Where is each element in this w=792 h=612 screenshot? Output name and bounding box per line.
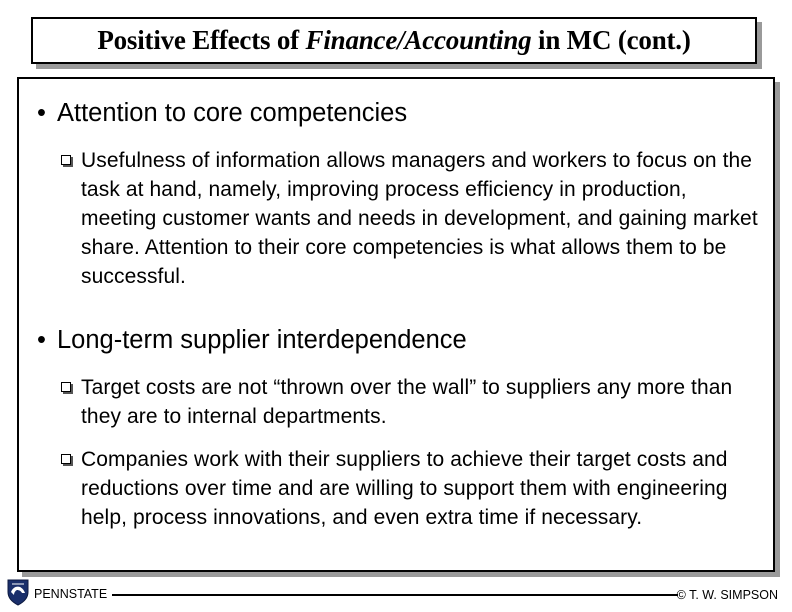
bullet-dot: • (37, 326, 46, 354)
bullet-1-label: Attention to core competencies (57, 99, 408, 127)
sub-bullet-1-1 (81, 146, 761, 291)
pennstate-wordmark: PENNSTATE (34, 587, 108, 601)
footer-divider (112, 594, 678, 596)
sub-bullet-2-1 (81, 373, 761, 431)
title-box (31, 17, 757, 64)
penn-state-shield-icon (6, 578, 30, 606)
title-italic: Finance/Accounting (305, 25, 532, 55)
sub-bullet-2-2 (81, 445, 761, 532)
slide-title (97, 25, 690, 56)
sub-bullet-1-1-text: Usefulness of information allows managers and workers to focus on the task at hand, namely, improving process efficiency in production, meeting customer wants and needs in development, and gaining market share. Attention to their core competencies is what allows them to be successful. (81, 149, 758, 288)
bullet-2 (37, 326, 467, 355)
bullet-2-label: Long-term supplier interdependence (57, 326, 467, 354)
bullet-dot: • (37, 99, 46, 127)
title-part-2: in MC (cont.) (531, 25, 691, 55)
copyright-text: © T. W. SIMPSON (676, 588, 778, 602)
sub-bullet-2-1-text: Target costs are not “thrown over the wall” to suppliers any more than they are to internal departments. (81, 376, 733, 428)
checkbox-bullet-icon (61, 155, 71, 165)
sub-bullet-2-2-text: Companies work with their suppliers to achieve their target costs and reductions over time and are willing to support them with engineering help, process innovations, and even extra time if necessary. (81, 448, 728, 529)
checkbox-bullet-icon (61, 454, 71, 464)
bullet-1 (37, 99, 407, 128)
checkbox-bullet-icon (61, 382, 71, 392)
title-part-1: Positive Effects of (97, 25, 306, 55)
content-box (17, 77, 775, 572)
